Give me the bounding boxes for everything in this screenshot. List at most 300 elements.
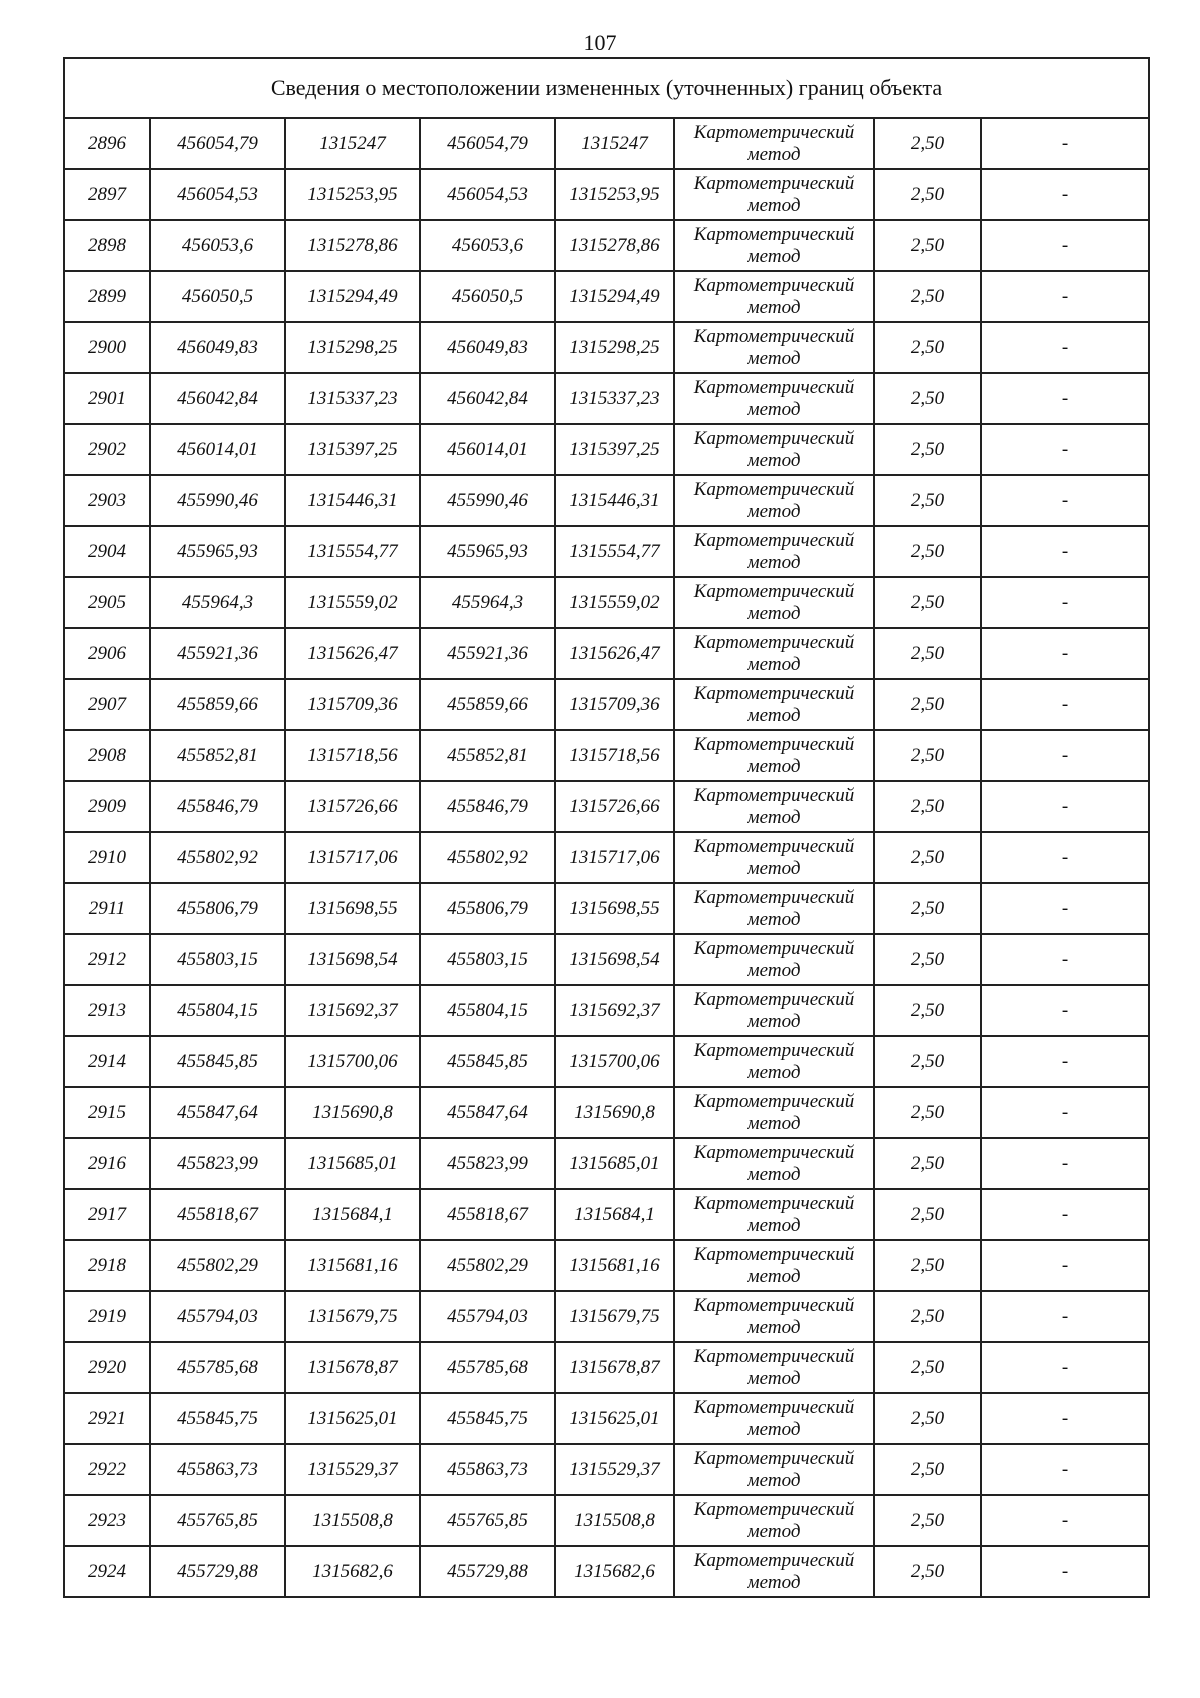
note-cell: -	[981, 781, 1149, 832]
existing-x-cell: 456042,84	[150, 373, 285, 424]
existing-x-cell: 455965,93	[150, 526, 285, 577]
existing-x-cell: 455804,15	[150, 985, 285, 1036]
method-cell	[674, 526, 874, 577]
method-cell	[674, 1036, 874, 1087]
method-cell	[674, 730, 874, 781]
method-line1: Картометрический	[693, 733, 855, 755]
point-number-cell: 2916	[64, 1138, 150, 1189]
refined-x-cell: 455802,29	[420, 1240, 555, 1291]
table-title-row	[64, 58, 1149, 118]
method-line2: метод	[747, 806, 801, 828]
method-cell	[674, 679, 874, 730]
point-number-cell: 2900	[64, 322, 150, 373]
point-number-cell: 2898	[64, 220, 150, 271]
existing-y-cell: 1315294,49	[285, 271, 420, 322]
table-row	[64, 1546, 1149, 1597]
table-row	[64, 577, 1149, 628]
method-cell	[674, 475, 874, 526]
existing-x-cell: 455845,85	[150, 1036, 285, 1087]
existing-x-cell: 455964,3	[150, 577, 285, 628]
point-number-cell: 2911	[64, 883, 150, 934]
point-number-cell: 2917	[64, 1189, 150, 1240]
method-cell	[674, 1189, 874, 1240]
method-line2: метод	[747, 1367, 801, 1389]
existing-x-cell: 455802,29	[150, 1240, 285, 1291]
refined-x-cell: 455765,85	[420, 1495, 555, 1546]
table-row	[64, 526, 1149, 577]
existing-y-cell: 1315682,6	[285, 1546, 420, 1597]
method-line2: метод	[747, 245, 801, 267]
existing-y-cell: 1315726,66	[285, 781, 420, 832]
point-number-cell: 2903	[64, 475, 150, 526]
method-line1: Картометрический	[693, 121, 855, 143]
existing-x-cell: 455847,64	[150, 1087, 285, 1138]
method-cell	[674, 1342, 874, 1393]
note-cell: -	[981, 373, 1149, 424]
note-cell: -	[981, 322, 1149, 373]
accuracy-cell: 2,50	[874, 577, 981, 628]
refined-x-cell: 455729,88	[420, 1546, 555, 1597]
refined-y-cell: 1315625,01	[555, 1393, 674, 1444]
method-line2: метод	[747, 602, 801, 624]
existing-y-cell: 1315529,37	[285, 1444, 420, 1495]
existing-x-cell: 455846,79	[150, 781, 285, 832]
refined-x-cell: 456053,6	[420, 220, 555, 271]
method-cell	[674, 118, 874, 169]
method-line2: метод	[747, 500, 801, 522]
table-row	[64, 1189, 1149, 1240]
note-cell: -	[981, 1444, 1149, 1495]
note-cell: -	[981, 1189, 1149, 1240]
refined-y-cell: 1315700,06	[555, 1036, 674, 1087]
refined-x-cell: 455803,15	[420, 934, 555, 985]
existing-x-cell: 456014,01	[150, 424, 285, 475]
accuracy-cell: 2,50	[874, 424, 981, 475]
method-line2: метод	[747, 1469, 801, 1491]
accuracy-cell: 2,50	[874, 985, 981, 1036]
note-cell: -	[981, 883, 1149, 934]
point-number-cell: 2915	[64, 1087, 150, 1138]
existing-y-cell: 1315559,02	[285, 577, 420, 628]
note-cell: -	[981, 424, 1149, 475]
page-number: 107	[583, 30, 617, 55]
method-line2: метод	[747, 1163, 801, 1185]
table-row	[64, 883, 1149, 934]
method-line2: метод	[747, 1112, 801, 1134]
refined-x-cell: 455845,85	[420, 1036, 555, 1087]
accuracy-cell: 2,50	[874, 730, 981, 781]
method-line2: метод	[747, 1571, 801, 1593]
method-line1: Картометрический	[693, 478, 855, 500]
refined-y-cell: 1315698,55	[555, 883, 674, 934]
refined-x-cell: 455806,79	[420, 883, 555, 934]
existing-y-cell: 1315247	[285, 118, 420, 169]
table-row	[64, 1036, 1149, 1087]
method-line1: Картометрический	[693, 1192, 855, 1214]
refined-x-cell: 455847,64	[420, 1087, 555, 1138]
method-cell	[674, 1495, 874, 1546]
existing-x-cell: 455794,03	[150, 1291, 285, 1342]
method-line1: Картометрический	[693, 1090, 855, 1112]
existing-x-cell: 456054,53	[150, 169, 285, 220]
table-row	[64, 271, 1149, 322]
existing-x-cell: 455765,85	[150, 1495, 285, 1546]
method-line1: Картометрический	[693, 1294, 855, 1316]
existing-y-cell: 1315681,16	[285, 1240, 420, 1291]
method-line2: метод	[747, 194, 801, 216]
accuracy-cell: 2,50	[874, 1240, 981, 1291]
existing-y-cell: 1315508,8	[285, 1495, 420, 1546]
accuracy-cell: 2,50	[874, 832, 981, 883]
existing-x-cell: 455859,66	[150, 679, 285, 730]
method-line1: Картометрический	[693, 988, 855, 1010]
existing-y-cell: 1315700,06	[285, 1036, 420, 1087]
method-cell	[674, 220, 874, 271]
point-number-cell: 2906	[64, 628, 150, 679]
note-cell: -	[981, 169, 1149, 220]
table-body	[64, 58, 1149, 1597]
existing-y-cell: 1315397,25	[285, 424, 420, 475]
refined-y-cell: 1315717,06	[555, 832, 674, 883]
note-cell: -	[981, 118, 1149, 169]
note-cell: -	[981, 577, 1149, 628]
refined-y-cell: 1315559,02	[555, 577, 674, 628]
refined-x-cell: 456014,01	[420, 424, 555, 475]
accuracy-cell: 2,50	[874, 1393, 981, 1444]
refined-y-cell: 1315337,23	[555, 373, 674, 424]
refined-x-cell: 455818,67	[420, 1189, 555, 1240]
method-cell	[674, 271, 874, 322]
point-number-cell: 2896	[64, 118, 150, 169]
table-row	[64, 1495, 1149, 1546]
table-row	[64, 1087, 1149, 1138]
method-cell	[674, 1087, 874, 1138]
method-cell	[674, 1444, 874, 1495]
table-row	[64, 1444, 1149, 1495]
point-number-cell: 2899	[64, 271, 150, 322]
refined-y-cell: 1315718,56	[555, 730, 674, 781]
existing-x-cell: 455823,99	[150, 1138, 285, 1189]
method-line1: Картометрический	[693, 784, 855, 806]
method-line1: Картометрический	[693, 835, 855, 857]
accuracy-cell: 2,50	[874, 220, 981, 271]
refined-y-cell: 1315247	[555, 118, 674, 169]
existing-x-cell: 455806,79	[150, 883, 285, 934]
existing-x-cell: 456049,83	[150, 322, 285, 373]
point-number-cell: 2908	[64, 730, 150, 781]
refined-y-cell: 1315554,77	[555, 526, 674, 577]
method-line2: метод	[747, 1010, 801, 1032]
refined-y-cell: 1315294,49	[555, 271, 674, 322]
refined-x-cell: 456050,5	[420, 271, 555, 322]
point-number-cell: 2922	[64, 1444, 150, 1495]
refined-x-cell: 455859,66	[420, 679, 555, 730]
accuracy-cell: 2,50	[874, 1138, 981, 1189]
method-line1: Картометрический	[693, 427, 855, 449]
point-number-cell: 2919	[64, 1291, 150, 1342]
table-row	[64, 475, 1149, 526]
method-line2: метод	[747, 296, 801, 318]
refined-x-cell: 455921,36	[420, 628, 555, 679]
refined-y-cell: 1315446,31	[555, 475, 674, 526]
method-cell	[674, 832, 874, 883]
point-number-cell: 2923	[64, 1495, 150, 1546]
method-line2: метод	[747, 398, 801, 420]
accuracy-cell: 2,50	[874, 679, 981, 730]
refined-y-cell: 1315508,8	[555, 1495, 674, 1546]
method-cell	[674, 1546, 874, 1597]
method-line1: Картометрический	[693, 274, 855, 296]
method-line2: метод	[747, 755, 801, 777]
method-cell	[674, 781, 874, 832]
existing-y-cell: 1315278,86	[285, 220, 420, 271]
method-line2: метод	[747, 857, 801, 879]
existing-x-cell: 455845,75	[150, 1393, 285, 1444]
refined-y-cell: 1315278,86	[555, 220, 674, 271]
existing-y-cell: 1315678,87	[285, 1342, 420, 1393]
accuracy-cell: 2,50	[874, 169, 981, 220]
point-number-cell: 2924	[64, 1546, 150, 1597]
note-cell: -	[981, 1087, 1149, 1138]
method-line2: метод	[747, 1316, 801, 1338]
refined-x-cell: 455794,03	[420, 1291, 555, 1342]
refined-x-cell: 456054,79	[420, 118, 555, 169]
existing-y-cell: 1315718,56	[285, 730, 420, 781]
method-line2: метод	[747, 347, 801, 369]
existing-y-cell: 1315298,25	[285, 322, 420, 373]
refined-x-cell: 455964,3	[420, 577, 555, 628]
point-number-cell: 2902	[64, 424, 150, 475]
method-cell	[674, 577, 874, 628]
method-cell	[674, 1291, 874, 1342]
existing-x-cell: 456053,6	[150, 220, 285, 271]
point-number-cell: 2904	[64, 526, 150, 577]
method-cell	[674, 985, 874, 1036]
note-cell: -	[981, 730, 1149, 781]
existing-x-cell: 455818,67	[150, 1189, 285, 1240]
table-row	[64, 781, 1149, 832]
method-cell	[674, 322, 874, 373]
note-cell: -	[981, 1036, 1149, 1087]
accuracy-cell: 2,50	[874, 628, 981, 679]
existing-y-cell: 1315253,95	[285, 169, 420, 220]
refined-y-cell: 1315684,1	[555, 1189, 674, 1240]
existing-y-cell: 1315679,75	[285, 1291, 420, 1342]
accuracy-cell: 2,50	[874, 1291, 981, 1342]
point-number-cell: 2907	[64, 679, 150, 730]
existing-x-cell: 455729,88	[150, 1546, 285, 1597]
note-cell: -	[981, 1138, 1149, 1189]
point-number-cell: 2901	[64, 373, 150, 424]
refined-y-cell: 1315678,87	[555, 1342, 674, 1393]
accuracy-cell: 2,50	[874, 1546, 981, 1597]
boundary-coordinates-table	[63, 57, 1150, 1598]
refined-y-cell: 1315679,75	[555, 1291, 674, 1342]
table-row	[64, 169, 1149, 220]
existing-y-cell: 1315698,55	[285, 883, 420, 934]
point-number-cell: 2921	[64, 1393, 150, 1444]
refined-x-cell: 455990,46	[420, 475, 555, 526]
point-number-cell: 2909	[64, 781, 150, 832]
refined-y-cell: 1315681,16	[555, 1240, 674, 1291]
accuracy-cell: 2,50	[874, 322, 981, 373]
existing-y-cell: 1315685,01	[285, 1138, 420, 1189]
point-number-cell: 2905	[64, 577, 150, 628]
method-line1: Картометрический	[693, 580, 855, 602]
refined-x-cell: 455804,15	[420, 985, 555, 1036]
accuracy-cell: 2,50	[874, 883, 981, 934]
existing-x-cell: 455863,73	[150, 1444, 285, 1495]
method-line1: Картометрический	[693, 937, 855, 959]
method-line2: метод	[747, 959, 801, 981]
method-line1: Картометрический	[693, 529, 855, 551]
refined-x-cell: 455845,75	[420, 1393, 555, 1444]
note-cell: -	[981, 526, 1149, 577]
method-line2: метод	[747, 704, 801, 726]
note-cell: -	[981, 679, 1149, 730]
point-number-cell: 2918	[64, 1240, 150, 1291]
point-number-cell: 2920	[64, 1342, 150, 1393]
table-row	[64, 730, 1149, 781]
refined-y-cell: 1315698,54	[555, 934, 674, 985]
note-cell: -	[981, 1342, 1149, 1393]
existing-y-cell: 1315337,23	[285, 373, 420, 424]
method-line2: метод	[747, 1214, 801, 1236]
accuracy-cell: 2,50	[874, 781, 981, 832]
existing-y-cell: 1315684,1	[285, 1189, 420, 1240]
method-line2: метод	[747, 908, 801, 930]
note-cell: -	[981, 220, 1149, 271]
point-number-cell: 2912	[64, 934, 150, 985]
refined-y-cell: 1315685,01	[555, 1138, 674, 1189]
method-cell	[674, 1240, 874, 1291]
accuracy-cell: 2,50	[874, 1036, 981, 1087]
refined-y-cell: 1315529,37	[555, 1444, 674, 1495]
existing-x-cell: 455803,15	[150, 934, 285, 985]
existing-x-cell: 455921,36	[150, 628, 285, 679]
existing-x-cell: 455802,92	[150, 832, 285, 883]
accuracy-cell: 2,50	[874, 934, 981, 985]
method-line1: Картометрический	[693, 1141, 855, 1163]
method-line1: Картометрический	[693, 376, 855, 398]
accuracy-cell: 2,50	[874, 271, 981, 322]
refined-y-cell: 1315253,95	[555, 169, 674, 220]
method-line2: метод	[747, 449, 801, 471]
existing-y-cell: 1315446,31	[285, 475, 420, 526]
table-row	[64, 1138, 1149, 1189]
table-row	[64, 1342, 1149, 1393]
refined-y-cell: 1315726,66	[555, 781, 674, 832]
table-row	[64, 985, 1149, 1036]
table-row	[64, 679, 1149, 730]
table-row	[64, 1291, 1149, 1342]
note-cell: -	[981, 1546, 1149, 1597]
note-cell: -	[981, 1291, 1149, 1342]
method-cell	[674, 883, 874, 934]
method-line1: Картометрический	[693, 1549, 855, 1571]
accuracy-cell: 2,50	[874, 1342, 981, 1393]
accuracy-cell: 2,50	[874, 526, 981, 577]
method-line1: Картометрический	[693, 325, 855, 347]
existing-y-cell: 1315626,47	[285, 628, 420, 679]
existing-y-cell: 1315690,8	[285, 1087, 420, 1138]
table-row	[64, 373, 1149, 424]
existing-y-cell: 1315709,36	[285, 679, 420, 730]
method-line1: Картометрический	[693, 1498, 855, 1520]
refined-x-cell: 456054,53	[420, 169, 555, 220]
method-line2: метод	[747, 1520, 801, 1542]
accuracy-cell: 2,50	[874, 1495, 981, 1546]
method-line2: метод	[747, 653, 801, 675]
table-row	[64, 1240, 1149, 1291]
table-row	[64, 628, 1149, 679]
method-line1: Картометрический	[693, 631, 855, 653]
method-line1: Картометрический	[693, 172, 855, 194]
note-cell: -	[981, 271, 1149, 322]
point-number-cell: 2914	[64, 1036, 150, 1087]
method-cell	[674, 373, 874, 424]
method-line1: Картометрический	[693, 1243, 855, 1265]
method-line2: метод	[747, 1265, 801, 1287]
refined-x-cell: 455846,79	[420, 781, 555, 832]
accuracy-cell: 2,50	[874, 1189, 981, 1240]
existing-x-cell: 455852,81	[150, 730, 285, 781]
existing-y-cell: 1315717,06	[285, 832, 420, 883]
method-line1: Картометрический	[693, 682, 855, 704]
table-row	[64, 424, 1149, 475]
refined-y-cell: 1315682,6	[555, 1546, 674, 1597]
table-row	[64, 1393, 1149, 1444]
table-row	[64, 322, 1149, 373]
method-line2: метод	[747, 143, 801, 165]
method-line1: Картометрический	[693, 223, 855, 245]
point-number-cell: 2897	[64, 169, 150, 220]
note-cell: -	[981, 934, 1149, 985]
existing-x-cell: 456054,79	[150, 118, 285, 169]
note-cell: -	[981, 628, 1149, 679]
accuracy-cell: 2,50	[874, 1444, 981, 1495]
refined-y-cell: 1315626,47	[555, 628, 674, 679]
refined-x-cell: 455852,81	[420, 730, 555, 781]
existing-x-cell: 455990,46	[150, 475, 285, 526]
method-cell	[674, 1393, 874, 1444]
existing-y-cell: 1315625,01	[285, 1393, 420, 1444]
method-cell	[674, 934, 874, 985]
method-cell	[674, 628, 874, 679]
note-cell: -	[981, 1495, 1149, 1546]
refined-y-cell: 1315298,25	[555, 322, 674, 373]
existing-y-cell: 1315554,77	[285, 526, 420, 577]
table-row	[64, 220, 1149, 271]
point-number-cell: 2910	[64, 832, 150, 883]
refined-x-cell: 455863,73	[420, 1444, 555, 1495]
refined-y-cell: 1315692,37	[555, 985, 674, 1036]
existing-x-cell: 455785,68	[150, 1342, 285, 1393]
note-cell: -	[981, 1240, 1149, 1291]
refined-x-cell: 456049,83	[420, 322, 555, 373]
refined-x-cell: 455785,68	[420, 1342, 555, 1393]
method-line1: Картометрический	[693, 1039, 855, 1061]
existing-x-cell: 456050,5	[150, 271, 285, 322]
refined-y-cell: 1315709,36	[555, 679, 674, 730]
existing-y-cell: 1315698,54	[285, 934, 420, 985]
method-line1: Картометрический	[693, 1447, 855, 1469]
method-line1: Картометрический	[693, 1396, 855, 1418]
method-cell	[674, 424, 874, 475]
point-number-cell: 2913	[64, 985, 150, 1036]
note-cell: -	[981, 985, 1149, 1036]
table-row	[64, 934, 1149, 985]
